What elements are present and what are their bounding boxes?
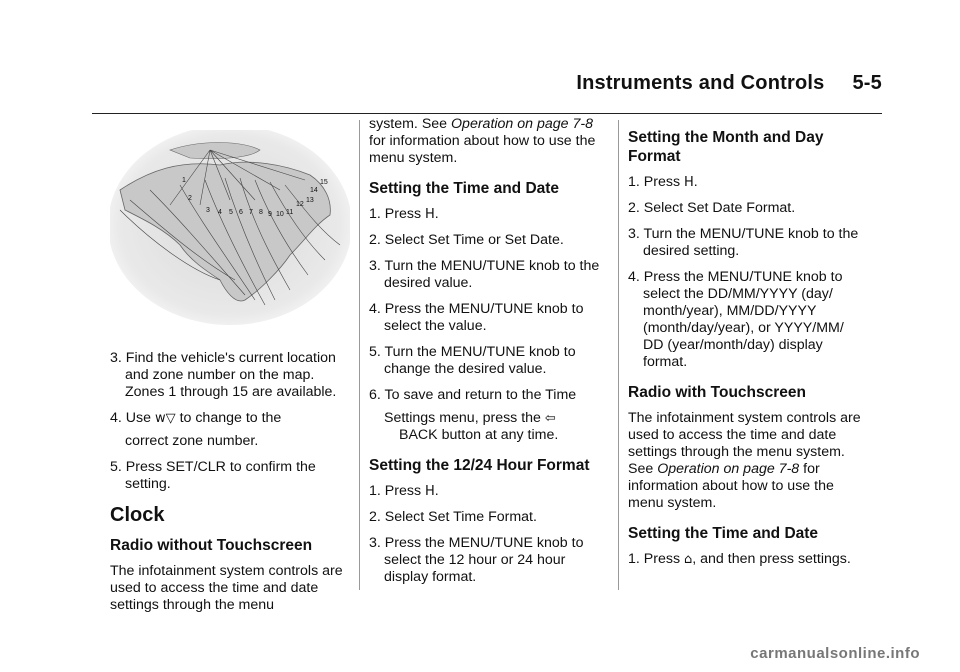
step-3: 3. Press the MENU/TUNE knob to select the 12 hour or 24 hour display format. [369,535,584,585]
page-number: 5-5 [852,72,882,94]
time-zone-map [110,130,350,330]
step-6: 6. To save and return to the Time Settings menu, press the ⇦ BACK button at any time. [369,387,577,443]
zone-label: 12 [296,201,304,208]
zone-label: 2 [188,195,192,202]
step-2: 2. Select Set Time Format. [369,509,537,525]
radio-with-touchscreen-heading: Radio with Touchscreen [628,384,806,401]
step-1: 1. Press H. [628,174,698,190]
watermark: carmanualsonline.info [750,645,920,662]
page-header [576,72,882,95]
step-5: 5. Turn the MENU/TUNE knob to change the desired value. [369,344,576,377]
step-4: 4. Press the MENU/TUNE knob to select the value. [369,301,584,334]
step-1: 1. Press H. [369,206,439,222]
radio-paragraph: The infotainment system controls are used to access the time and date settings through the menu [110,563,343,613]
zone-label: 4 [218,209,222,216]
zone-label: 9 [268,211,272,218]
clock-icon: H [425,207,435,222]
step-4: 4. Press the MENU/TUNE knob to select the DD/MM/YYYY (day/ month/year), MM/DD/YYYY (month/day/year), or YYYY/MM/ DD (year/month/day) display format. [628,269,844,370]
zone-label: 3 [206,207,210,214]
month-day-heading: Setting the Month and Day Format [628,129,824,165]
zone-label: 11 [286,209,294,216]
column-divider [618,120,619,590]
section-title: Instruments and Controls [576,72,825,94]
clock-heading: Clock [110,504,165,526]
up-arrow-icon: w [154,411,166,426]
step-1: 1. Press ⌂, and then press settings. [628,551,851,567]
zone-label: 6 [239,209,243,216]
column-divider [359,120,360,590]
step-2: 2. Select Set Date Format. [628,200,796,216]
zone-label: 13 [306,197,314,204]
step-2: 2. Select Set Time or Set Date. [369,232,564,248]
zone-label: 8 [259,209,263,216]
zone-label: 15 [320,179,328,186]
radio-without-touchscreen-heading: Radio without Touchscreen [110,537,313,554]
zone-label: 14 [310,187,318,194]
home-icon: ⌂ [684,552,693,567]
header-rule [92,113,882,114]
step-4: 4. Use w▽ to change to the correct zone number. [110,410,282,449]
back-icon: ⇦ [544,411,556,426]
clock-icon: H [425,484,435,499]
zone-label: 1 [182,177,186,184]
zone-label: 10 [276,211,284,218]
menu-intro-paragraph: system. See Operation on page 7-8 for information about how to use the menu system. [369,116,596,166]
column-1 [110,116,350,622]
hour-format-heading: Setting the 12/24 Hour Format [369,457,590,474]
step-3: 3. Turn the MENU/TUNE knob to the desired value. [369,258,600,291]
touch-paragraph: The infotainment system controls are used to access the time and date settings through the menu system. See Operation on page 7-8 for information about how to use the menu system. [628,410,861,511]
operation-reference: Operation on page 7-8 [657,461,800,477]
clock-icon: H [684,175,694,190]
down-arrow-icon: ▽ [165,411,176,426]
operation-reference: Operation on page 7-8 [451,116,593,132]
zone-label: 5 [229,209,233,216]
step-3: 3. Turn the MENU/TUNE knob to the desired setting. [628,226,859,259]
column-2 [369,116,607,595]
zone-label: 7 [249,209,253,216]
column-3 [628,116,868,577]
step-3: 3. Find the vehicle's current location and zone number on the map. Zones 1 through 15 are available. [110,350,337,400]
step-5: 5. Press SET/CLR to confirm the setting. [110,459,316,492]
time-date-heading: Setting the Time and Date [628,525,819,542]
time-date-heading: Setting the Time and Date [369,180,560,197]
step-1: 1. Press H. [369,483,439,499]
